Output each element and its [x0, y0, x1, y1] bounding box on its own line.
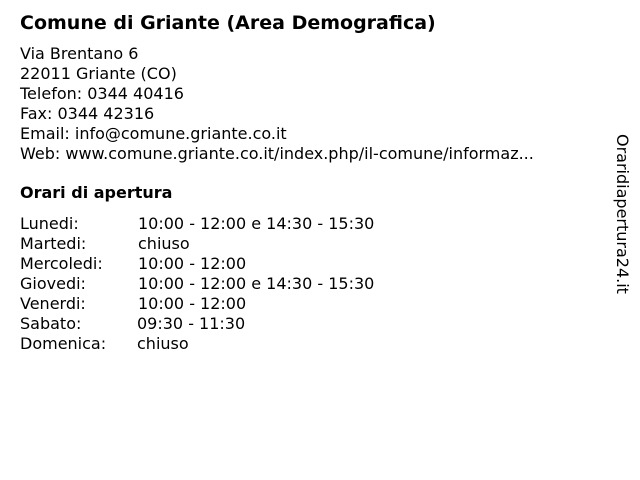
time-value: chiuso	[138, 234, 190, 253]
time-value: 10:00 - 12:00	[138, 294, 247, 313]
city-line: 22011 Griante (CO)	[20, 64, 177, 83]
street-line: Via Brentano 6	[20, 44, 139, 63]
day-label: Giovedi:	[20, 274, 86, 293]
time-value: 10:00 - 12:00 e 14:30 - 15:30	[138, 214, 375, 233]
time-value: 09:30 - 11:30	[137, 314, 246, 333]
time-value: chiuso	[137, 334, 189, 353]
day-label: Martedi:	[20, 234, 87, 253]
email-line: Email: info@comune.griante.co.it	[20, 124, 287, 143]
day-label: Sabato:	[20, 314, 82, 333]
day-label: Venerdi:	[20, 294, 86, 313]
phone-line: Telefon: 0344 40416	[20, 84, 184, 103]
time-value: 10:00 - 12:00	[138, 254, 247, 273]
web-line: Web: www.comune.griante.co.it/index.php/il-comune/informaz...	[20, 144, 534, 163]
fax-line: Fax: 0344 42316	[20, 104, 155, 123]
page-title: Comune di Griante (Area Demografica)	[20, 12, 436, 34]
day-label: Domenica:	[20, 334, 107, 353]
hours-heading: Orari di apertura	[20, 183, 173, 202]
day-label: Mercoledi:	[20, 254, 103, 273]
time-value: 10:00 - 12:00 e 14:30 - 15:30	[138, 274, 375, 293]
day-label: Lunedi:	[20, 214, 79, 233]
address-block	[20, 44, 534, 164]
side-brand-label: Oraridiapertura24.it	[613, 134, 632, 294]
